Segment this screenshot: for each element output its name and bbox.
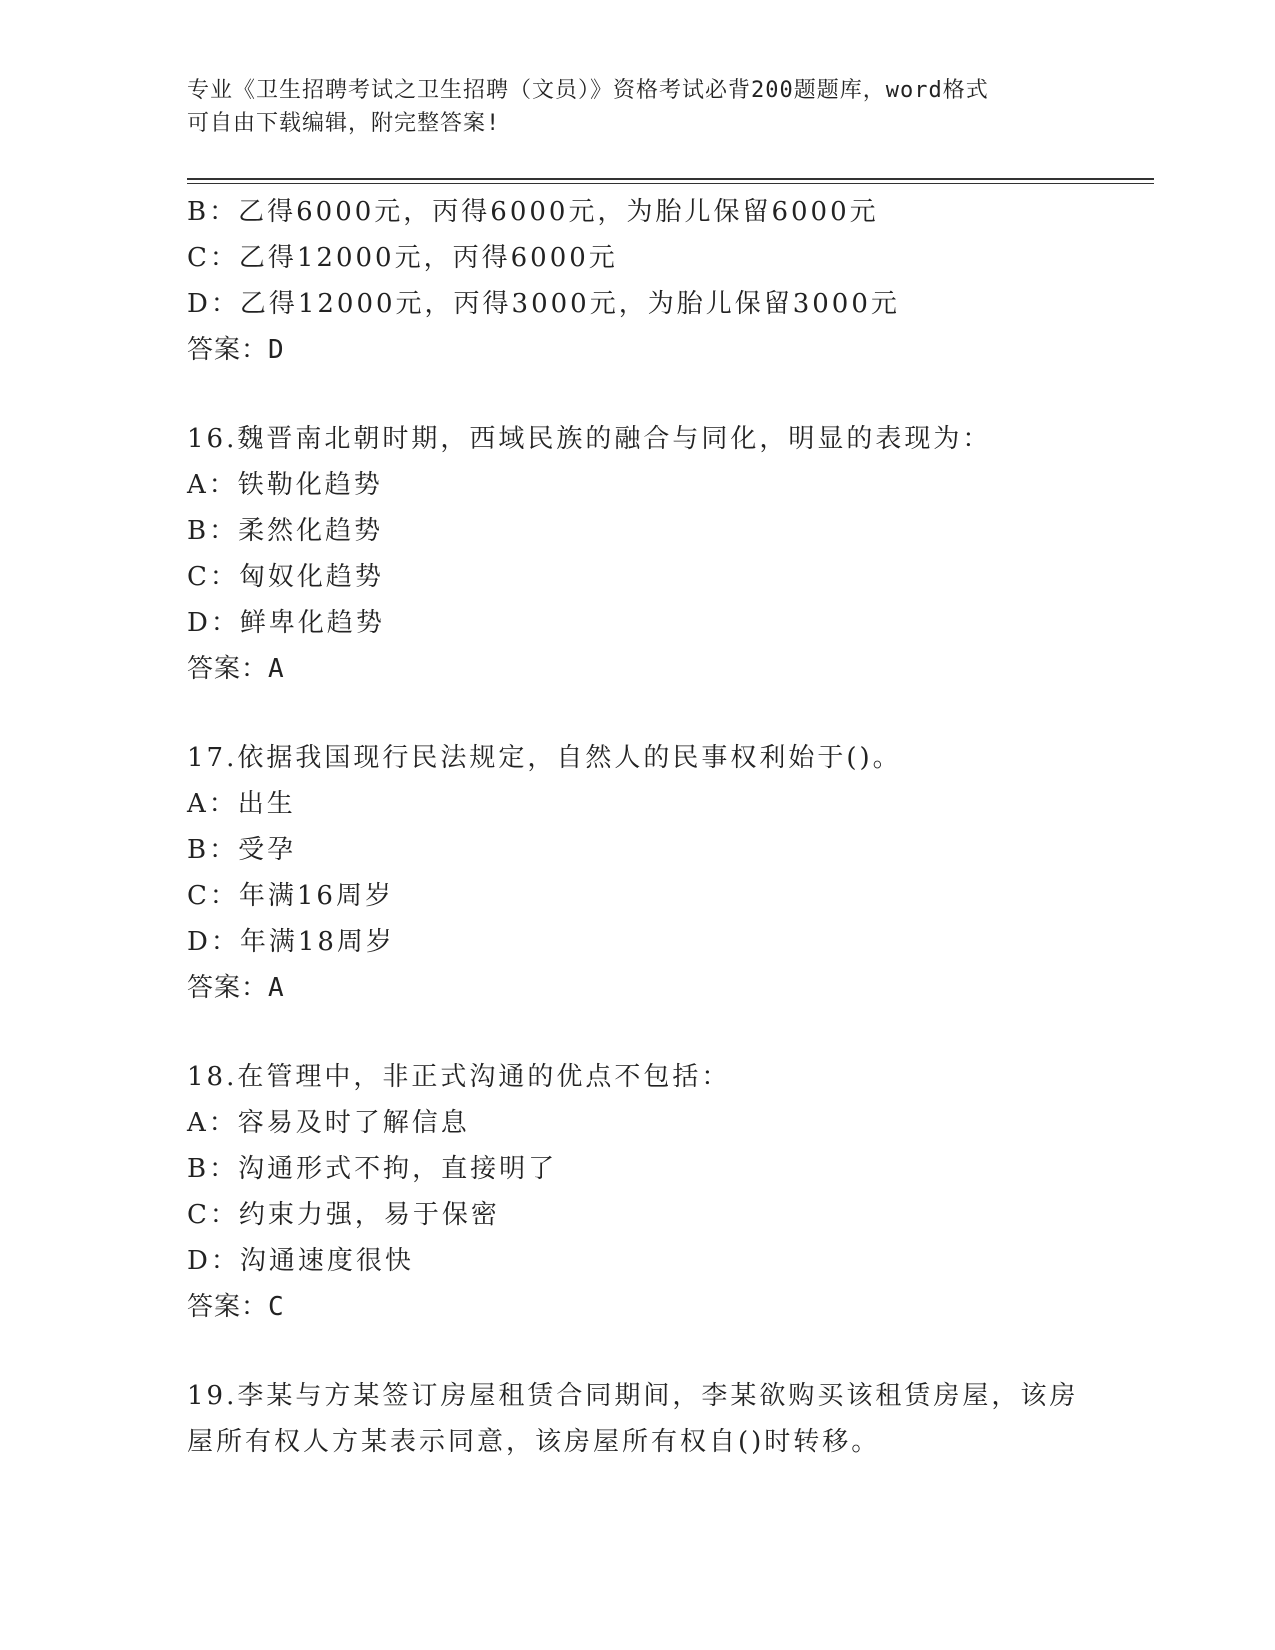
answer-line xyxy=(187,646,1087,692)
question-list xyxy=(187,189,1087,1465)
question-19 xyxy=(187,1373,1087,1465)
question-stem: 17.依据我国现行民法规定，自然人的民事权利始于()。 xyxy=(187,743,902,773)
option-d: D：年满18周岁 xyxy=(187,927,395,957)
answer-label: 答案： xyxy=(187,973,269,1003)
answer-line xyxy=(187,327,1087,373)
header-line-2: 可自由下载编辑，附完整答案! xyxy=(187,111,501,136)
option-b: B：柔然化趋势 xyxy=(187,516,384,546)
header-line-1: 专业《卫生招聘考试之卫生招聘（文员）》资格考试必背200题题库，word格式 xyxy=(187,78,989,103)
option-d: D：乙得12000元，丙得3000元，为胎儿保留3000元 xyxy=(187,289,900,319)
answer-value: D xyxy=(268,335,285,365)
option-c: C：约束力强，易于保密 xyxy=(187,1200,500,1230)
answer-label: 答案： xyxy=(187,335,269,365)
question-15-continuation xyxy=(187,189,1087,373)
answer-label: 答案： xyxy=(187,654,269,684)
option-a: A：铁勒化趋势 xyxy=(187,470,383,500)
option-b: B：受孕 xyxy=(187,835,297,865)
option-d: D：沟通速度很快 xyxy=(187,1246,414,1276)
answer-value: A xyxy=(268,654,285,684)
option-c: C：乙得12000元，丙得6000元 xyxy=(187,243,618,273)
header-divider-thick xyxy=(187,178,1154,180)
header-divider-thin xyxy=(187,183,1154,184)
question-16 xyxy=(187,416,1087,692)
question-stem-line-1: 19.李某与方某签订房屋租赁合同期间，李某欲购买该租赁房屋，该房 xyxy=(187,1381,1079,1411)
answer-value: A xyxy=(268,973,285,1003)
option-a: A：容易及时了解信息 xyxy=(187,1108,470,1138)
option-b: B：乙得6000元，丙得6000元，为胎儿保留6000元 xyxy=(187,197,879,227)
option-c: C：匈奴化趋势 xyxy=(187,562,384,592)
question-stem: 16.魏晋南北朝时期，西域民族的融合与同化，明显的表现为： xyxy=(187,424,992,454)
document-header xyxy=(187,74,1087,140)
question-18 xyxy=(187,1054,1087,1330)
answer-label: 答案： xyxy=(187,1292,269,1322)
option-c: C：年满16周岁 xyxy=(187,881,394,911)
answer-line xyxy=(187,1284,1087,1330)
question-stem-line-2: 屋所有权人方某表示同意，该房屋所有权自()时转移。 xyxy=(187,1427,881,1457)
option-d: D：鲜卑化趋势 xyxy=(187,608,385,638)
question-17 xyxy=(187,735,1087,1011)
answer-value: C xyxy=(268,1292,285,1322)
question-stem: 18.在管理中，非正式沟通的优点不包括： xyxy=(187,1062,731,1092)
option-a: A：出生 xyxy=(187,789,296,819)
option-b: B：沟通形式不拘，直接明了 xyxy=(187,1154,558,1184)
answer-line xyxy=(187,965,1087,1011)
